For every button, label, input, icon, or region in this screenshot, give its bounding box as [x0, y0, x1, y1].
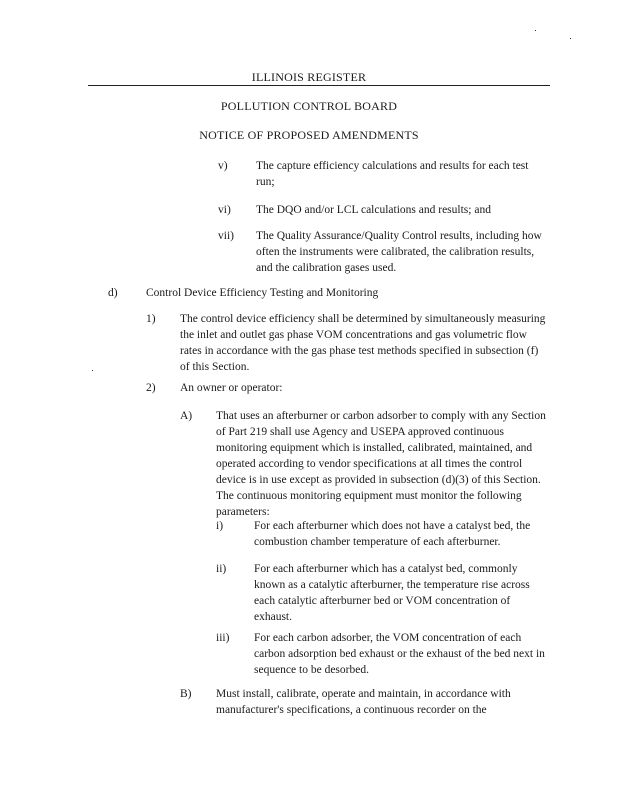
- item-2-label: 2): [146, 382, 156, 394]
- item-1-label: 1): [146, 313, 156, 325]
- sub-iii-label: iii): [216, 632, 230, 644]
- item-vii-label: vii): [218, 230, 234, 242]
- section-d-title: Control Device Efficiency Testing and Monitoring: [146, 287, 379, 299]
- item-2-text: An owner or operator:: [180, 382, 283, 394]
- item-v-label: v): [218, 160, 228, 172]
- header-rule: [88, 85, 550, 86]
- item-A-label: A): [180, 410, 193, 422]
- sub-iii-text: For each carbon adsorber, the VOM concentration of each carbon adsorption bed exhaust or the exhaust of the bed next in sequence to be desorbed.: [254, 632, 545, 676]
- item-vi-text: The DQO and/or LCL calculations and results; and: [256, 204, 491, 216]
- sub-ii-label: ii): [216, 563, 227, 575]
- section-d-label: d): [108, 287, 118, 299]
- register-title: ILLINOIS REGISTER: [251, 70, 367, 84]
- item-vii-text: The Quality Assurance/Quality Control results, including how often the instruments were calibrated, the calibration results, and the calibration gases used.: [256, 230, 542, 274]
- scan-speck: [535, 30, 536, 31]
- scan-speck: [570, 38, 571, 39]
- sub-ii-text: For each afterburner which has a catalyst bed, commonly known as a catalytic afterburner, the temperature rise across each catalytic afterburner bed or VOM concentration of exhaust.: [254, 563, 530, 623]
- item-vi-label: vi): [218, 204, 231, 216]
- scan-speck: [92, 370, 93, 371]
- item-1-text: The control device efficiency shall be determined by simultaneously measuring the inlet and outlet gas phase VOM concentrations and gas volumetric flow rates in accordance with the gas phase test methods specified in subsection (f) of this Section.: [180, 313, 546, 373]
- item-A-text: That uses an afterburner or carbon adsorber to comply with any Section of Part 219 shall use Agency and USEPA approved continuous monitoring equipment which is installed, calibrated, maintained, and operated according to vendor specifications at all times the control device is in use except as provided in subsection (d)(3) of this Section. The continuous monitoring equipment must monitor the following parameters:: [216, 410, 546, 518]
- board-title: POLLUTION CONTROL BOARD: [220, 99, 398, 113]
- item-B-label: B): [180, 688, 192, 700]
- sub-i-text: For each afterburner which does not have a catalyst bed, the combustion chamber temperature of each afterburner.: [254, 520, 531, 548]
- notice-title: NOTICE OF PROPOSED AMENDMENTS: [199, 128, 419, 142]
- item-B-text: Must install, calibrate, operate and maintain, in accordance with manufacturer's specifications, a continuous recorder on the: [216, 688, 511, 716]
- item-v-text: The capture efficiency calculations and results for each test run;: [256, 160, 529, 188]
- sub-i-label: i): [216, 520, 224, 532]
